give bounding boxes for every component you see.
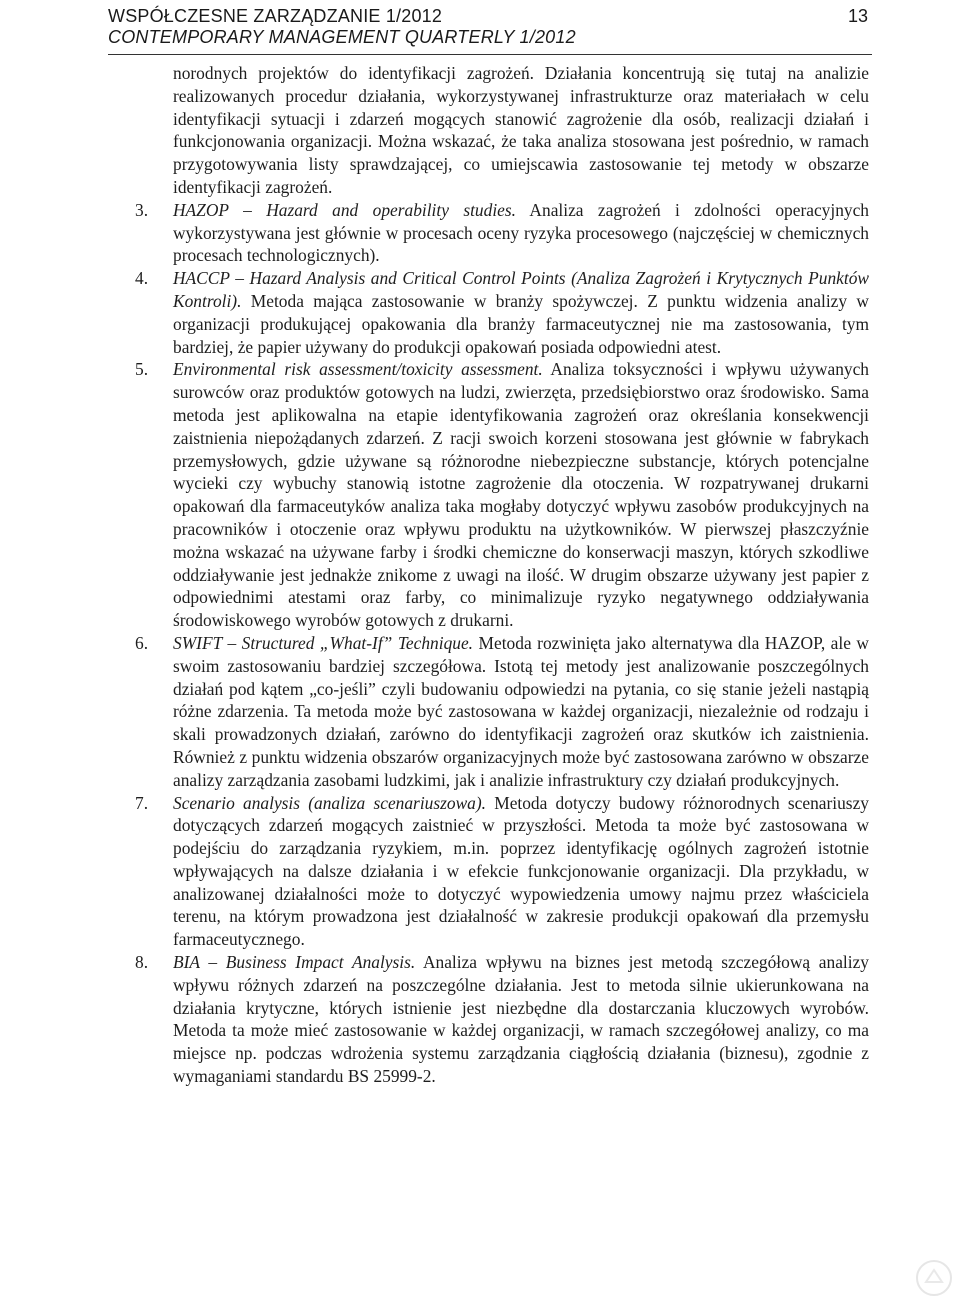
method-title: Environmental risk assessment/toxicity assessment.: [173, 359, 543, 380]
method-title: Scenario analysis (analiza scenariuszowa).: [173, 792, 487, 813]
list-number: 7.: [135, 792, 149, 813]
watermark-logo-icon: [914, 1258, 954, 1298]
list-number: 8.: [135, 952, 149, 973]
method-description: Analiza wpływu na biznes jest metodą szczegółową analizy wpływu różnych zdarzeń na poszczególne działania. Jest to metoda silnie ukierunkowana na działania krytyczne, których istnienie jest niezbędne dla dostarczania kluczowych wyrobów. Metoda ta może mieć zastosowanie w każdej organizacji, w ramach szczegółowej analizy, co ma miejsce np. podczas wdrożenia systemu zarządzania ciągłością działania (biznesu), zgodnie z wymaganiami standardu BS 25999-2.: [173, 952, 869, 1087]
method-title: HACCP – Hazard Analysis and Critical Control Points (Analiza Zagrożeń i Krytycznych Punktów Kontroli).: [173, 268, 869, 311]
method-description: Metoda dotyczy budowy różnorodnych scenariuszy dotyczących zdarzeń mogących zaistnieć w przyszłości. Metoda ta może być zastosowana w podejściu do zarządzania ryzykiem, m.in. poprzez identyfikację ogólnych zagrożeń istotnie wpływających na dalsze działania i w efekcie funkcjonowanie organizacji. Dla przykładu, w analizowanej działalności może to dotyczyć wypowiedzenia umowy najmu przez właściciela terenu, na którym prowadzona jest działalność w zakresie produkcji opakowań dla przemysłu farmaceutycznego.: [173, 792, 869, 950]
list-number: 3.: [135, 199, 149, 220]
list-item-6: [135, 632, 869, 792]
method-description: Analiza toksyczności i wpływu używanych surowców oraz produktów gotowych na ludzi, zwierzęta, przedsiębiorstwo oraz środowisko. Sama metoda jest aplikowalna na etapie identyfikowania zagrożeń oraz określania konsekwencji zaistnienia niepożądanych zdarzeń. Z racji swoich korzeni stosowana jest głównie w fabrykach przemysłowych, gdzie używane są różnorodne niebezpieczne substancje, których potencjalne wycieki czy wybuchy stanowią istotne zagrożenie dla otoczenia. W rozpatrywanej drukarni opakowań dla farmaceutyków analiza taka mogłaby dotyczyć wpływu zasobów produkcyjnych na pracowników i otoczenie oraz wpływu produktu na użytkowników. W pierwszej płaszczyźnie można wskazać na używane farby i środki chemiczne do konserwacji maszyn, których szkodliwe oddziaływanie jest jednakże znikome z uwagi na ilość. W drugim obszarze używany jest papier z odpowiednimi atestami oraz farby, co minimalizuje ryzyko negatywnego oddziaływania środowiskowego wyrobów gotowych z drukarni.: [173, 359, 870, 631]
list-item-7: [135, 792, 869, 952]
journal-title-english: CONTEMPORARY MANAGEMENT QUARTERLY 1/2012: [108, 27, 576, 47]
list-item-8: [135, 951, 869, 1088]
body-text: [135, 62, 870, 1088]
method-description: Metoda rozwinięta jako alternatywa dla HAZOP, ale w swoim zastosowaniu bardziej szczegółowa. Istotą tej metody jest analizowanie poszczególnych działań pod kątem „co-jeśli” czyli budowaniu odpowiedzi na pytania, co się stanie jeżeli nastąpią różne zdarzenia. Ta metoda może być zastosowana w każdej organizacji, niezależnie od rodzaju i skali prowadzonych działań, zarówno do identyfikacji zagrożeń oraz skutków ich zaistnienia. Również z punktu widzenia obszarów organizacyjnych może być zastosowana zarówno w obszarze analizy zarządzania zasobami ludzkimi, jak i analizie infrastruktury czy działań produkcyjnych.: [173, 632, 869, 790]
running-header: [108, 6, 872, 48]
method-title: HAZOP – Hazard and operability studies.: [173, 199, 516, 220]
list-item-4: [135, 267, 869, 358]
intro-paragraph: norodnych projektów do identyfikacji zagrożeń. Działania koncentrują się tutaj na analizie realizowanych procedur działania, wykorzystywanej infrastrukturze oraz materiałach w celu identyfikacji sytuacji i zdarzeń mogących stanowić zagrożenie dla osób, realizacji działań i funkcjonowania organizacji. Można wskazać, że taka analiza stosowana jest pośrednio, w ramach przygotowywania listy sprawdzającej, co umiejscawia zastosowanie tej metody w obszarze identyfikacji zagrożeń.: [173, 63, 869, 197]
method-description: Metoda mająca zastosowanie w branży spożywczej. Z punktu widzenia analizy w organizacji produkującej opakowania dla branży farmaceutycznej nie ma zastosowania, tym bardziej, że papier używany do produkcji opakowań posiada odpowiedni atest.: [173, 290, 869, 357]
list-number: 4.: [135, 268, 149, 289]
list-number: 5.: [135, 359, 149, 380]
page-number: 13: [847, 6, 868, 26]
method-title: BIA – Business Impact Analysis.: [173, 952, 416, 973]
journal-title-polish: WSPÓŁCZESNE ZARZĄDZANIE 1/2012: [108, 6, 443, 26]
header-rule: [108, 54, 872, 55]
list-number: 6.: [135, 632, 149, 653]
method-description: Analiza zagrożeń i zdolności operacyjnych wykorzystywana jest głównie w procesach oceny ryzyka procesowego (najczęściej w chemicznych procesach technologicznych).: [173, 199, 869, 266]
method-title: SWIFT – Structured „What-If” Technique.: [173, 632, 474, 653]
list-item-5: [135, 358, 870, 632]
list-item-3: [135, 199, 869, 267]
